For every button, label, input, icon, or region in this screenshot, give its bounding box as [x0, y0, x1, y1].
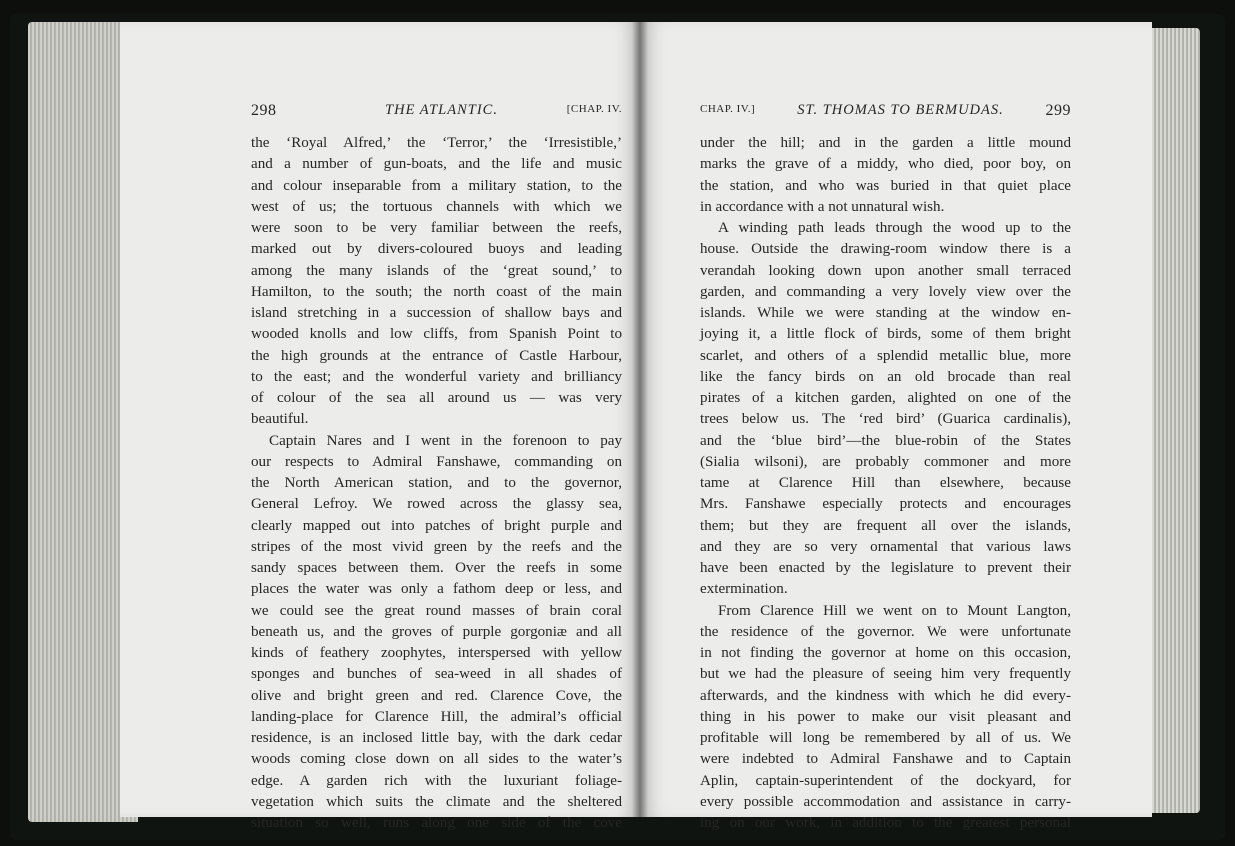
text-line: them; but they are frequent all over the islands, [700, 517, 1071, 534]
text-line: island stretching in a succession of shallow bays and [251, 305, 622, 321]
text-line: pirates of a kitchen garden, alighted on one of the [700, 390, 1071, 406]
right-chapter-ref: CHAP. IV.] [700, 103, 756, 115]
text-line: scarlet, and others of a splendid metallic blue, more [700, 347, 1071, 364]
right-page-edges [1148, 28, 1200, 813]
text-line: tame at Clarence Hill than elsewhere, because [700, 475, 1071, 491]
text-line: General Lefroy. We rowed across the glassy sea, [251, 496, 622, 513]
text-line: the ‘Royal Alfred,’ the ‘Terror,’ the ‘Irresistible,’ [251, 135, 622, 151]
text-line: among the many islands of the ‘great sound,’ to [251, 262, 622, 279]
left-page [120, 22, 640, 831]
left-chapter-ref: [CHAP. IV. [566, 103, 622, 115]
text-line: west of us; the tortuous channels with which we [251, 198, 622, 215]
text-line: house. Outside the drawing-room window there is a [700, 241, 1071, 258]
right-running-head [700, 102, 1071, 124]
text-line: Mrs. Fanshawe especially protects and encourages [700, 496, 1071, 513]
text-line: the station, and who was buried in that quiet place [700, 177, 1071, 194]
text-line: afterwards, and the kindness with which he did every- [700, 687, 1071, 704]
right-page [640, 22, 1152, 831]
text-line: sandy spaces between them. Over the reefs in some [251, 560, 622, 576]
text-line: and the ‘blue bird’—the blue-robin of the States [700, 432, 1071, 449]
text-line: every possible accommodation and assistance in carry- [700, 793, 1071, 810]
text-line: marks the grave of a middy, who died, poor boy, on [700, 156, 1071, 173]
text-line: edge. A garden rich with the luxuriant foliage- [251, 772, 622, 789]
text-line: to the east; and the wonderful variety and brilliancy [251, 368, 622, 385]
text-line: the North American station, and to the governor, [251, 475, 622, 491]
text-line: clearly mapped out into patches of bright purple and [251, 517, 622, 534]
text-line: have been enacted by the legislature to prevent their [700, 560, 1071, 576]
text-line: profitable will long be remembered by all of us. We [700, 730, 1071, 746]
text-line: (Sialia wilsoni), are probably commoner and more [700, 453, 1071, 470]
text-line: places the water was only a fathom deep or less, and [251, 581, 622, 598]
left-page-text [251, 133, 622, 834]
right-page-text [700, 133, 1071, 834]
left-running-head [251, 102, 622, 124]
text-line: garden, and commanding a very lovely view over the [700, 283, 1071, 300]
text-line: our respects to Admiral Fanshawe, commanding on [251, 453, 622, 470]
text-line: in not finding the governor at home on this occasion, [700, 645, 1071, 661]
text-line: olive and bright green and red. Clarence Cove, the [251, 687, 622, 704]
text-line: A winding path leads through the wood up to the [718, 220, 1071, 236]
text-line: kinds of feathery zoophytes, interspersed with yellow [251, 645, 622, 661]
text-line: woods coming close down on all sides to the water’s [251, 751, 622, 768]
text-line: beneath us, and the groves of purple gorgoniæ and all [251, 623, 622, 640]
text-line: landing-place for Clarence Hill, the admiral’s official [251, 708, 622, 725]
text-line: stripes of the most vivid green by the reefs and the [251, 538, 622, 555]
left-running-title: THE ATLANTIC. [385, 102, 498, 118]
text-line: beautiful. [251, 411, 309, 428]
text-line: and a number of gun-boats, and the life and music [251, 156, 622, 173]
text-line: Aplin, captain-superintendent of the dockyard, for [700, 772, 1071, 789]
text-line: were indebted to Admiral Fanshawe and to Captain [700, 751, 1071, 768]
text-line: residence, is an inclosed little bay, with the dark cedar [251, 730, 622, 746]
text-line: like the fancy birds on an old brocade than real [700, 368, 1071, 385]
book-gutter [632, 22, 648, 817]
text-line: the high grounds at the entrance of Castle Harbour, [251, 347, 622, 364]
text-line: thing in his power to make our visit pleasant and [700, 708, 1071, 725]
text-line: of colour of the sea all around us — was very [251, 390, 622, 406]
text-line: and colour inseparable from a military station, to the [251, 177, 622, 194]
text-line: and they are so very ornamental that various laws [700, 538, 1071, 555]
text-line: verandah looking down upon another small terraced [700, 262, 1071, 279]
right-page-number: 299 [1045, 102, 1071, 119]
text-line: the residence of the governor. We were unfortunate [700, 623, 1071, 640]
text-line: in accordance with a not unnatural wish. [700, 198, 945, 215]
text-line: trees below us. The ‘red bird’ (Guarica cardinalis), [700, 411, 1071, 428]
left-page-number: 298 [251, 102, 277, 119]
text-line: sponges and bunches of sea-weed in all shades of [251, 666, 622, 683]
text-line: Hamilton, to the south; the north coast of the main [251, 283, 622, 300]
text-line: we could see the great round masses of brain coral [251, 602, 622, 619]
text-line: marked out by divers-coloured buoys and leading [251, 241, 622, 258]
text-line: situation so well, runs along one side of the cove [251, 815, 622, 831]
text-line: islands. While we were standing at the window en- [700, 305, 1071, 321]
text-line: joying it, a little flock of birds, some of them bright [700, 326, 1071, 343]
text-line: Captain Nares and I went in the forenoon to pay [269, 432, 622, 449]
text-line: but we had the pleasure of seeing him very frequently [700, 666, 1071, 683]
text-line: extermination. [700, 581, 788, 598]
text-line: From Clarence Hill we went on to Mount Langton, [718, 602, 1071, 619]
text-line: ing on our work, in addition to the greatest personal [700, 815, 1071, 831]
text-line: under the hill; and in the garden a little mound [700, 135, 1071, 151]
text-line: vegetation which suits the climate and the sheltered [251, 793, 622, 810]
text-line: were soon to be very familiar between the reefs, [251, 220, 622, 236]
text-line: wooded knolls and low cliffs, from Spanish Point to [251, 326, 622, 343]
right-running-title: ST. THOMAS TO BERMUDAS. [797, 102, 1004, 118]
